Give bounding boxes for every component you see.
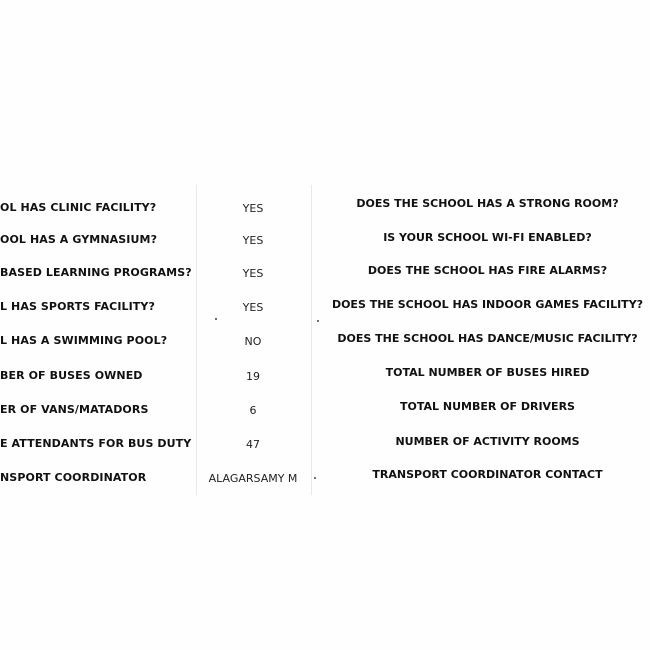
answer-value: YES xyxy=(242,267,264,280)
scan-speck xyxy=(314,477,316,479)
table-row xyxy=(0,468,650,491)
scan-speck xyxy=(215,318,217,320)
table-row xyxy=(0,300,650,320)
right-question: NUMBER OF ACTIVITY ROOMS xyxy=(395,435,580,448)
right-question: IS YOUR SCHOOL WI-FI ENABLED? xyxy=(383,231,592,244)
left-question: L HAS A SWIMMING POOL? xyxy=(0,334,168,347)
left-question: BER OF BUSES OWNED xyxy=(0,369,143,382)
table-row xyxy=(0,266,650,286)
answer-value: 6 xyxy=(249,404,257,417)
left-question: ER OF VANS/MATADORS xyxy=(0,403,149,416)
left-question: BASED LEARNING PROGRAMS? xyxy=(0,266,192,279)
right-question: TOTAL NUMBER OF DRIVERS xyxy=(400,400,575,413)
left-question: NSPORT COORDINATOR xyxy=(0,471,147,484)
left-question: L HAS SPORTS FACILITY? xyxy=(0,300,155,313)
answer-value: 47 xyxy=(246,438,260,451)
answer-value: ALAGARSAMY M xyxy=(208,472,298,485)
answer-value: YES xyxy=(242,234,264,247)
answer-value: NO xyxy=(244,335,262,348)
left-question: OL HAS CLINIC FACILITY? xyxy=(0,201,157,214)
right-question: TRANSPORT COORDINATOR CONTACT xyxy=(372,468,603,481)
right-question: DOES THE SCHOOL HAS FIRE ALARMS? xyxy=(367,264,608,277)
answer-value: 19 xyxy=(246,370,260,383)
table-row xyxy=(0,233,650,253)
table-row xyxy=(0,400,650,423)
right-question: DOES THE SCHOOL HAS DANCE/MUSIC FACILITY? xyxy=(337,332,638,345)
scan-speck xyxy=(317,320,319,322)
table-row xyxy=(0,334,650,354)
right-question: DOES THE SCHOOL HAS A STRONG ROOM? xyxy=(356,197,619,210)
right-question: DOES THE SCHOOL HAS INDOOR GAMES FACILITY? xyxy=(331,298,644,311)
table-row xyxy=(0,366,650,389)
table-row xyxy=(0,437,650,457)
table-row xyxy=(0,197,650,221)
left-question: E ATTENDANTS FOR BUS DUTY xyxy=(0,437,192,450)
answer-value: YES xyxy=(242,202,264,215)
answer-value: YES xyxy=(242,301,264,314)
left-question: OOL HAS A GYMNASIUM? xyxy=(0,233,158,246)
right-question: TOTAL NUMBER OF BUSES HIRED xyxy=(385,366,590,379)
